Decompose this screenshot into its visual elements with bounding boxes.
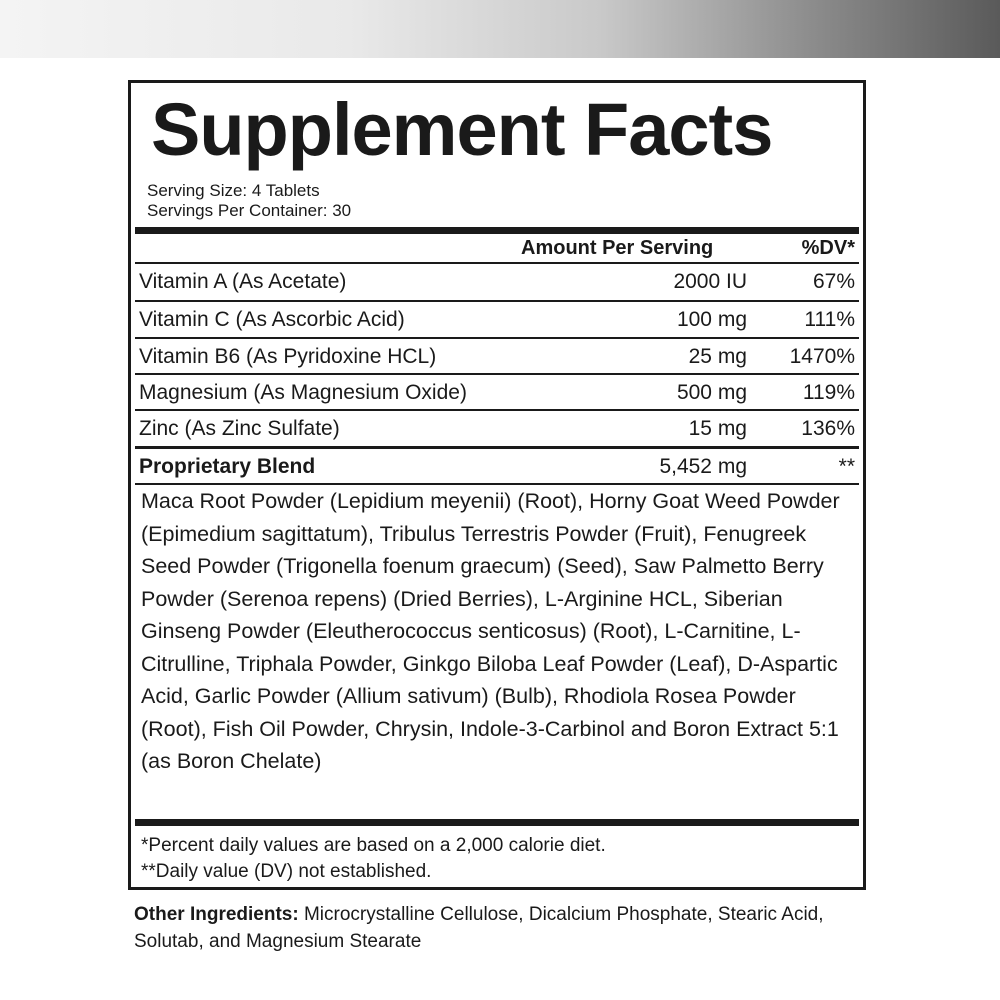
nutrient-dv: 119% <box>802 381 855 404</box>
nutrient-dv: 111% <box>804 308 855 331</box>
header-dv: %DV* <box>801 237 855 259</box>
nutrient-dv: 136% <box>801 417 855 440</box>
top-gradient-band <box>0 0 1000 58</box>
serving-info <box>147 181 351 221</box>
footnote-percent: *Percent daily values are based on a 2,000 calorie diet. <box>141 835 606 856</box>
header-amount: Amount Per Serving <box>521 237 714 259</box>
nutrient-name: Vitamin B6 (As Pyridoxine HCL) <box>139 345 437 368</box>
nutrient-amount: 15 mg <box>688 417 747 440</box>
panel-title: Supplement Facts <box>151 88 773 171</box>
supplement-facts-panel <box>128 80 866 890</box>
nutrient-name: Vitamin A (As Acetate) <box>139 270 347 293</box>
nutrient-amount: 25 mg <box>688 345 747 368</box>
serving-size: Serving Size: 4 Tablets <box>147 181 320 200</box>
table-row <box>139 264 855 300</box>
other-ingredients-text: Microcrystalline Cellulose, Dicalcium Phosphate, Stearic Acid, Solutab, and Magnesium Stearate <box>134 904 824 952</box>
nutrient-amount: 2000 IU <box>673 270 747 293</box>
blend-ingredients: Maca Root Powder (Lepidium meyenii) (Root), Horny Goat Weed Powder (Epimedium sagittatum), Tribulus Terrestris Powder (Fruit), Fenugreek Seed Powder (Trigonella foenum graecum) (Seed), Saw Palmetto Berry Powder (Serenoa repens) (Dried Berries), L-Arginine HCL, Siberian Ginseng Powder (Eleutherococcus senticosus) (Root), L-Carnitine, L-Citrulline, Triphala Powder, Ginkgo Biloba Leaf Powder (Leaf), D-Aspartic Acid, Garlic Powder (Allium sativum) (Bulb), Rhodiola Rosea Powder (Root), Fish Oil Powder, Chrysin, Indole-3-Carbinol and Boron Extract 5:1 (as Boron Chelate) <box>141 489 840 773</box>
blend-amount: 5,452 mg <box>659 455 747 478</box>
nutrient-name: Zinc (As Zinc Sulfate) <box>139 417 340 440</box>
footnote-dv: **Daily value (DV) not established. <box>141 861 432 882</box>
divider-thick <box>135 819 859 826</box>
other-ingredients-label: Other Ingredients: <box>134 904 299 925</box>
nutrient-dv: 67% <box>812 270 855 293</box>
table-row <box>139 339 855 375</box>
blend-name: Proprietary Blend <box>139 455 316 478</box>
servings-per-container: Servings Per Container: 30 <box>147 201 352 220</box>
footnotes <box>141 833 606 885</box>
table-row <box>139 375 855 411</box>
nutrient-name: Vitamin C (As Ascorbic Acid) <box>139 308 405 331</box>
nutrient-amount: 100 mg <box>676 308 747 331</box>
proprietary-blend-row <box>139 449 855 485</box>
nutrient-amount: 500 mg <box>676 381 747 404</box>
table-row <box>139 411 855 447</box>
nutrient-name: Magnesium (As Magnesium Oxide) <box>139 381 467 404</box>
divider-thick <box>135 227 859 234</box>
nutrient-dv: 1470% <box>789 345 855 368</box>
table-row <box>139 302 855 338</box>
other-ingredients <box>134 901 894 955</box>
blend-dv: ** <box>838 455 855 478</box>
